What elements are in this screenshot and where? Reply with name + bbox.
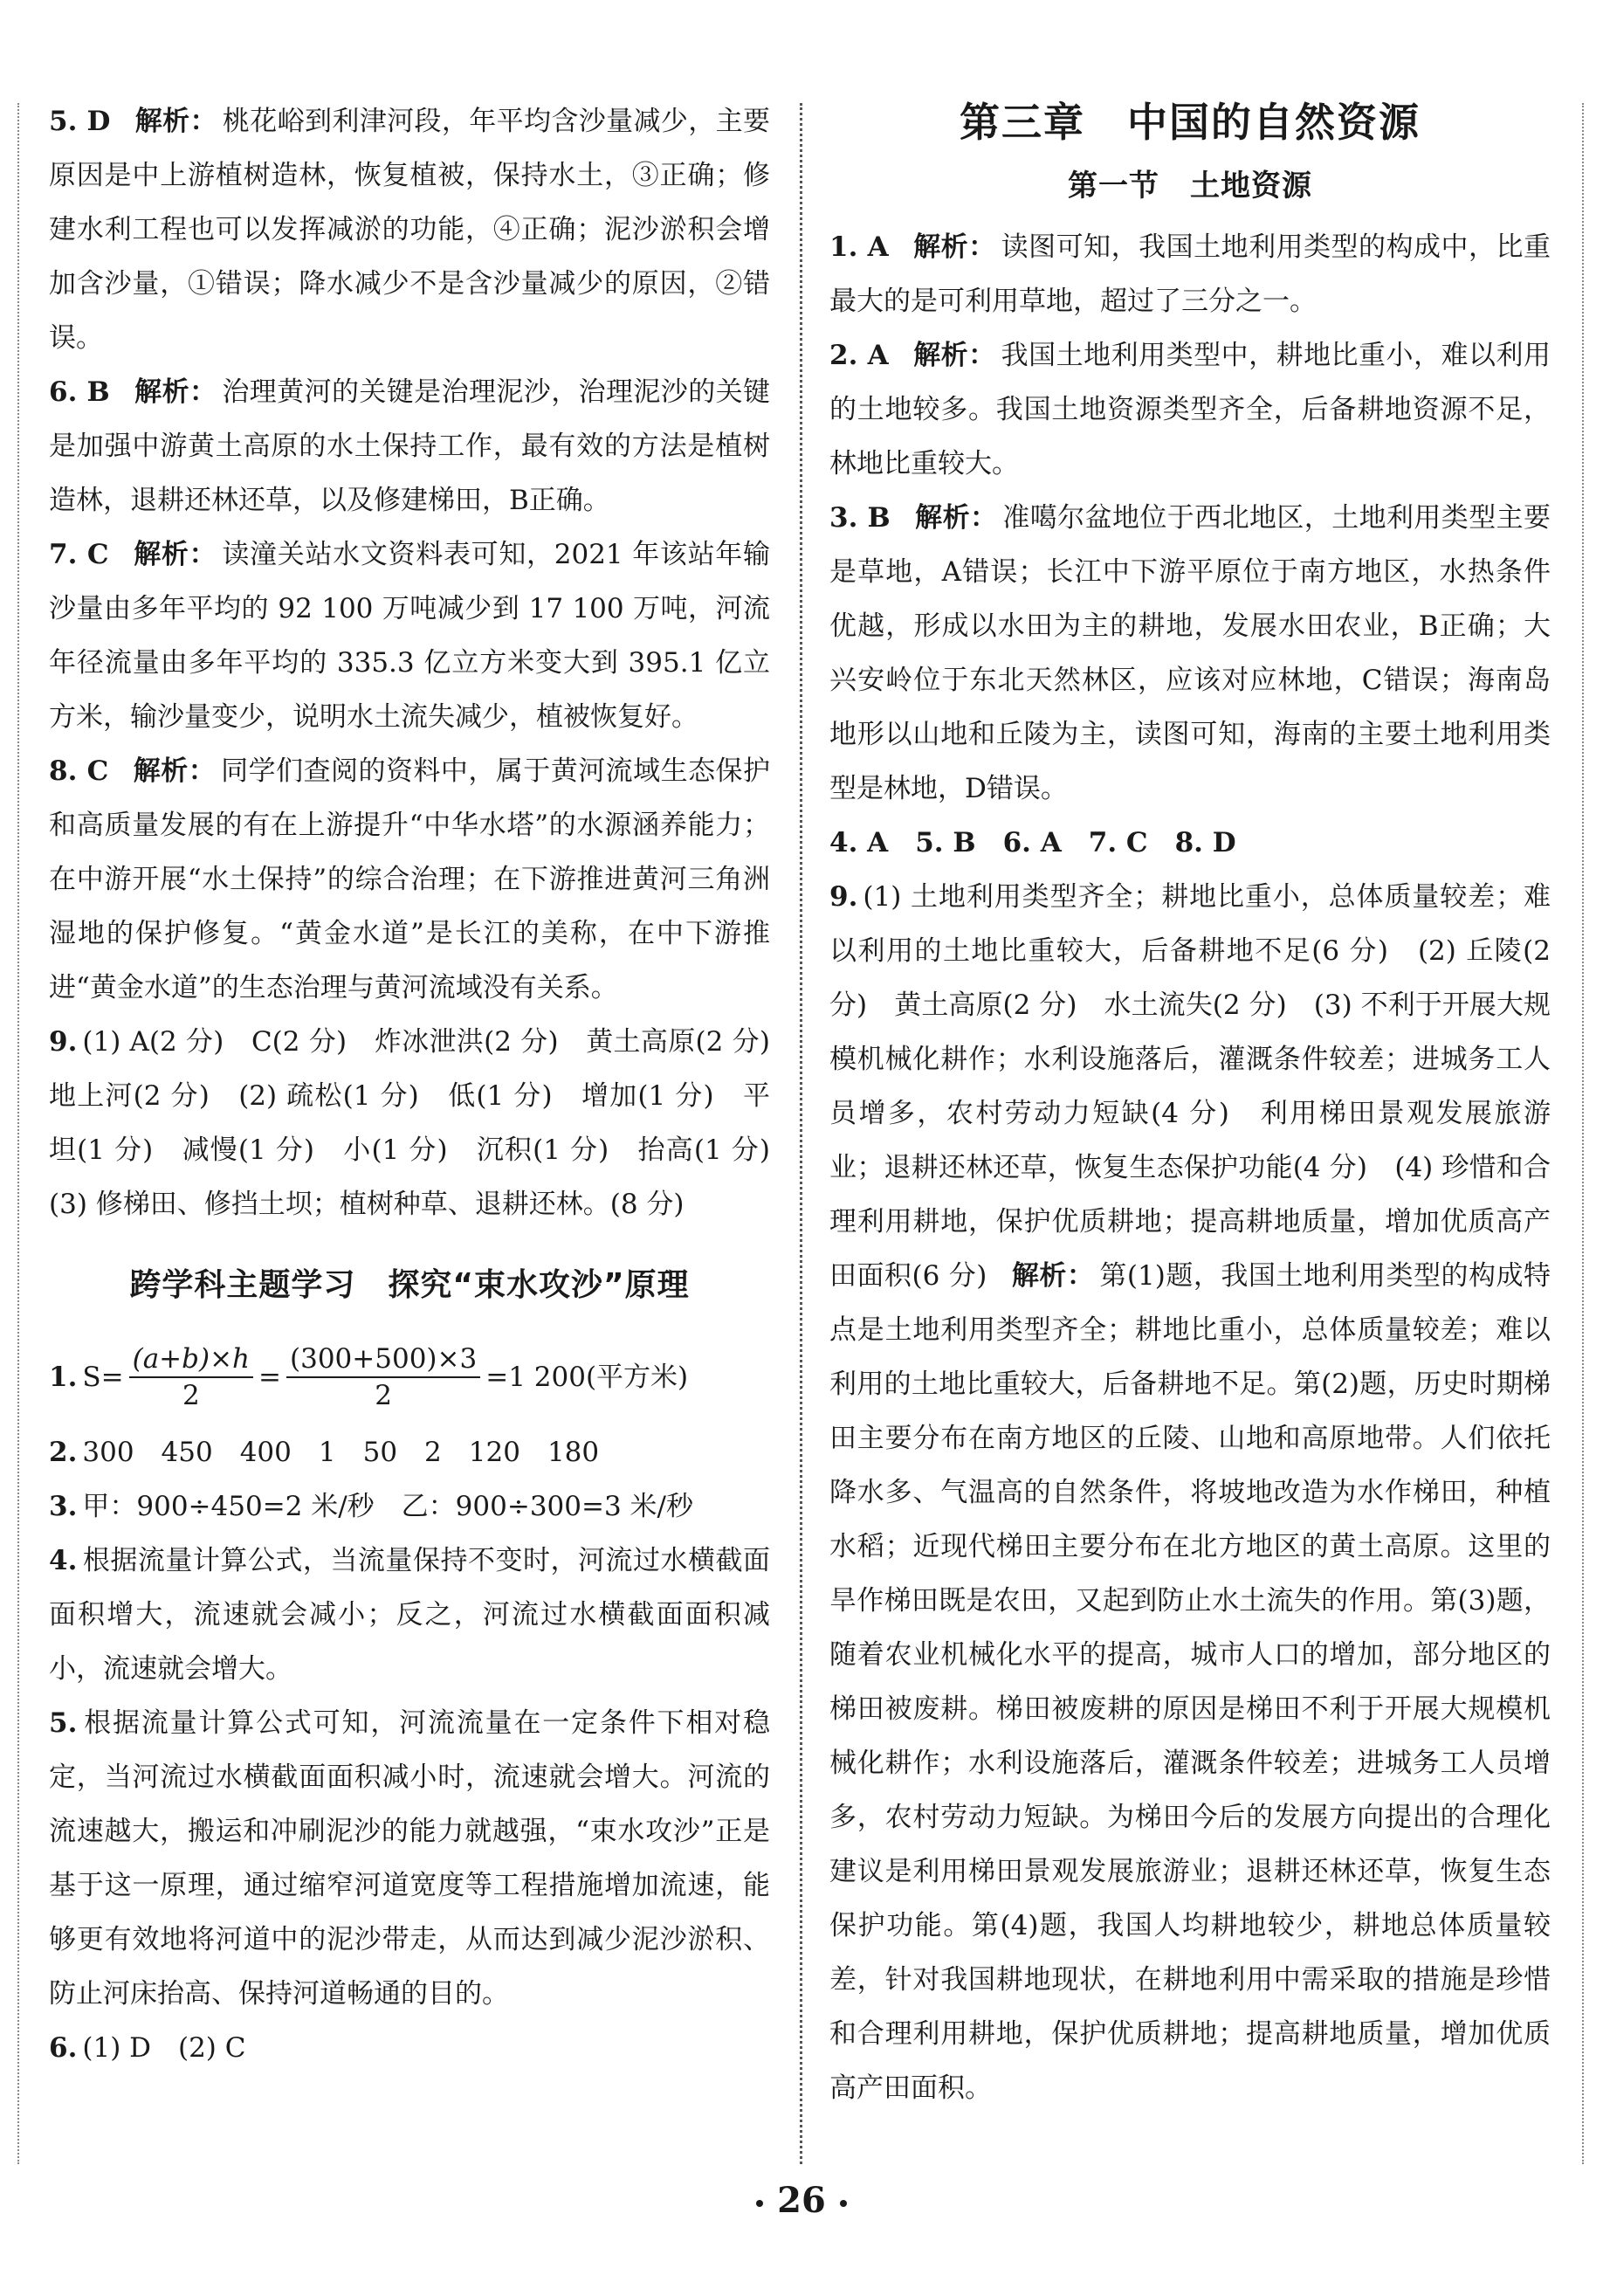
answer-item: 4. 根据流量计算公式，当流量保持不变时，河流过水横截面面积增大，流速就会减小；反之，河流过水横截面面积减小，流速就会增大。 [49,1545,770,1685]
answer-item: 3. 甲：900÷450=2 米/秒 乙：900÷300=3 米/秒 [49,1491,693,1522]
answer-item: 2. A 解析： 我国土地利用类型中，耕地比重小，难以利用的土地较多。我国土地资源类型齐全，后备耕地资源不足，林地比重较大。 [829,340,1551,479]
answer-item: 8. C 解析： 同学们查阅的资料中，属于黄河流域生态保护和高质量发展的有在上游提升“中华水塔”的水源涵养能力；在中游开展“水土保持”的综合治理；在下游推进黄河三角洲湿地的保护修复。“黄金水道”是长江的美称，在中下游推进“黄金水道”的生态治理与黄河流域没有关系。 [49,755,771,1003]
answer-item: 6. B 解析： 治理黄河的关键是治理泥沙，治理泥沙的关键是加强中游黄土高原的水土保持工作，最有效的方法是植树造林，退耕还林还草，以及修建梯田，B正确。 [49,376,771,516]
answer-item: 1. A 解析： 读图可知，我国土地利用类型的构成中，比重最大的是可利用草地，超过了三分之一。 [829,231,1551,317]
answer-item: 5. 根据流量计算公式可知，河流流量在一定条件下相对稳定，当河流过水横截面面积减小时，流速就会增大。河流的流速越大，搬运和冲刷泥沙的能力就越强，“束水攻沙”正是基于这一原理，通过缩窄河道宽度等工程措施增加流速，能够更有效地将河道中的泥沙带走，从而达到减少泥沙淤积、防止河床抬高、保持河道畅通的目的。 [49,1707,770,2010]
fraction: $\frac{(300+500)\times 3}{2}$ [286,1341,480,1413]
column-divider [800,103,802,2164]
answer-item: 6. (1) D (2) C [49,2032,246,2064]
right-margin-rule [1582,103,1584,2164]
left-margin-rule [17,103,19,2164]
answer-item: 2. 300 450 400 1 50 2 120 180 [49,1437,600,1468]
answer-item: 9. (1) A(2 分) C(2 分) 炸冰泄洪(2 分) 黄土高原(2 分) 地上河(2 分) (2) 疏松(1 分) 低(1 分) 增加(1 分) 平坦(1 分) 减慢(1 分) 小(1 分) 沉积(1 分) 抬高(1 分) (3) 修梯田、修挡土坝；植树种草、退耕还林。(8 分) [49,1026,797,1220]
left-column [49,94,797,2075]
answer-item: 4. A 5. B 6. A 7. C 8. D [829,827,1236,858]
answer-item: 3. B 解析： 准噶尔盆地位于西北地区，土地利用类型主要是草地，A错误；长江中下游平原位于南方地区，水热条件优越，形成以水田为主的耕地，发展水田农业，B正确；大兴安岭位于东北天然林区，应该对应林地，C错误；海南岛地形以山地和丘陵为主，读图可知，海南的主要土地利用类型是林地，D错误。 [829,502,1551,804]
answer-item: 9. (1) 土地利用类型齐全；耕地比重小，总体质量较差；难以利用的土地比重较大，后备耕地不足(6 分) (2) 丘陵(2 分) 黄土高原(2 分) 水土流失(2 分) (3) 不利于开展大规模机械化耕作；水利设施落后，灌溉条件较差；进城务工人员增多，农村劳动力短缺(4 分) 利用梯田景观发展旅游业；退耕还林还草，恢复生态保护功能(4 分) (4) 珍惜和合理利用耕地，保护优质耕地；提高耕地质量，增加优质高产田面积(6 分) 解析： 第(1)题，我国土地利用类型的构成特点是土地利用类型齐全；耕地比重小，总体质量较差；难以利用的土地比重较大，后备耕地不足。第(2)题，历史时期梯田主要分布在南方地区的丘陵、山地和高原地带。人们依托降水多、气温高的自然条件，将坡地改造为水作梯田，种植水稻；近现代梯田主要分布在北方地区的黄土高原。这里的旱作梯田既是农田，又起到防止水土流失的作用。第(3)题，随着农业机械化水平的提高，城市人口的增加，部分地区的梯田被废耕。梯田被废耕的原因是梯田不利于开展大规模机械化耕作；水利设施落后，灌溉条件较差；进城务工人员增多，农村劳动力短缺。为梯田今后的发展方向提出的合理化建议是利用梯田景观发展旅游业；退耕还林还草，恢复生态保护功能。第(4)题，我国人均耕地较少，耕地总体质量较差，针对我国耕地现状，在耕地利用中需采取的措施是珍惜和合理利用耕地，保护优质耕地；提高耕地质量，增加优质高产田面积。 [829,881,1551,2104]
bullet-dot [840,2200,847,2207]
fraction: $\frac{(a+b)\times h}{2}$ [129,1341,253,1413]
section-title: 跨学科主题学习 探究“束水攻沙”原理 [129,1267,690,1303]
answer-item: 5. D 解析： 桃花峪到利津河段，年平均含沙量减少，主要原因是中上游植树造林，恢复植被，保持水土，③正确；修建水利工程也可以发挥减淤的功能，④正确；泥沙淤积会增加含沙量，①错误；降水减少不是含沙量减少的原因，②错误。 [49,106,771,354]
bullet-dot [756,2200,763,2207]
page-number: 26 [0,2180,1603,2221]
formula-item: 1. S= $\frac{(a+b)\times h}{2}$ = $\frac{(300+500)\times 3}{2}$ =1 200(平方米) [49,1343,689,1411]
answer-item: 7. C 解析： 读潼关站水文资料表可知，2021 年该站年输沙量由多年平均的 92 100 万吨减少到 17 100 万吨，河流年径流量由多年平均的 335.3 亿立方米变大到 395.1 亿立方米，输沙量变少，说明水土流失减少，植被恢复好。 [49,539,771,733]
chapter-title: 第三章 中国的自然资源 [960,99,1421,146]
subsection-title: 第一节 土地资源 [1068,169,1312,203]
right-column [829,94,1551,2115]
